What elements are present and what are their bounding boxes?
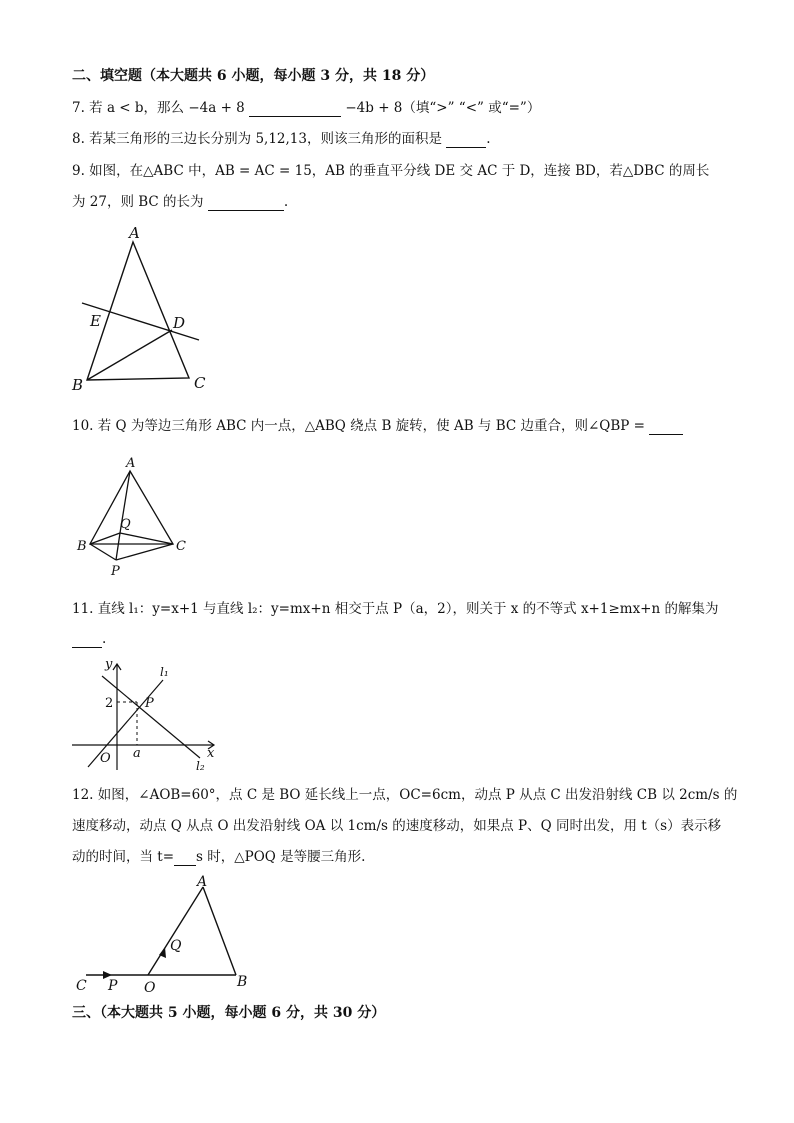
question-9-line-2: 为 27，则 BC 的长为 . — [72, 194, 289, 210]
fig12-label-b: B — [237, 974, 248, 990]
question-10: 10. 若 Q 为等边三角形 ABC 内一点，△ABQ 绕点 B 旋转，使 AB 与 BC 边重合，则∠QBP = — [72, 417, 683, 435]
fig11-label-l2: l₂ — [196, 759, 205, 773]
fig10-label-c: C — [176, 539, 186, 554]
question-12-line-1: 12. 如图，∠AOB=60°，点 C 是 BO 延长线上一点，OC=6cm，动点 P 从点 C 出发沿射线 CB 以 2cm/s 的 — [72, 787, 738, 803]
fig10-label-a: A — [126, 456, 136, 471]
question-12-line-3: 动的时间，当 t= s 时，△POQ 是等腰三角形. — [72, 849, 366, 865]
question-8: 8. 若某三角形的三边长分别为 5,12,13，则该三角形的面积是 . — [72, 131, 491, 147]
fig11-label-x: x — [207, 746, 215, 761]
fig12-label-q: Q — [170, 938, 182, 954]
fig11-label-a: a — [133, 746, 141, 761]
fig10-label-p: P — [111, 564, 120, 579]
question-11-line-2: . — [72, 630, 106, 648]
fig12-label-o: O — [144, 980, 156, 996]
fig9-label-e: E — [90, 312, 101, 330]
question-12-line-2: 速度移动，动点 Q 从点 O 出发沿射线 OA 以 1cm/s 的速度移动，如果点 P、Q 同时出发，用 t（s）表示移 — [72, 818, 722, 834]
fig10-label-b: B — [77, 539, 87, 554]
question-11-line-1: 11. 直线 l₁：y=x+1 与直线 l₂：y=mx+n 相交于点 P（a，2），则关于 x 的不等式 x+1≥mx+n 的解集为 — [72, 601, 719, 617]
fig11-label-o: O — [100, 751, 111, 766]
fig9-label-b: B — [72, 376, 84, 394]
fig9-label-d: D — [173, 314, 186, 332]
fig12-label-a: A — [197, 874, 208, 890]
fig9-label-c: C — [194, 374, 206, 392]
section-heading-3: 三、（本大题共 5 小题，每小题 6 分，共 30 分） — [72, 1005, 386, 1021]
fig10-label-q: Q — [120, 517, 131, 532]
fig11-label-p: P — [145, 696, 154, 711]
fig12-label-c: C — [76, 978, 87, 994]
section-heading-fill-blank: 二、填空题（本大题共 6 小题，每小题 3 分，共 18 分） — [72, 68, 435, 84]
fig12-label-p: P — [108, 978, 118, 994]
fig11-label-2: 2 — [105, 696, 114, 711]
fig11-label-y: y — [105, 657, 113, 672]
question-7: 7. 若 a < b，那么 −4a + 8 −4b + 8（填“>” “<” 或“=”） — [72, 100, 541, 116]
fig9-label-a: A — [129, 224, 140, 242]
question-9-line-1: 9. 如图，在△ABC 中，AB = AC = 15，AB 的垂直平分线 DE 交 AC 于 D，连接 BD，若△DBC 的周长 — [72, 163, 710, 179]
fig11-label-l1: l₁ — [160, 665, 169, 679]
